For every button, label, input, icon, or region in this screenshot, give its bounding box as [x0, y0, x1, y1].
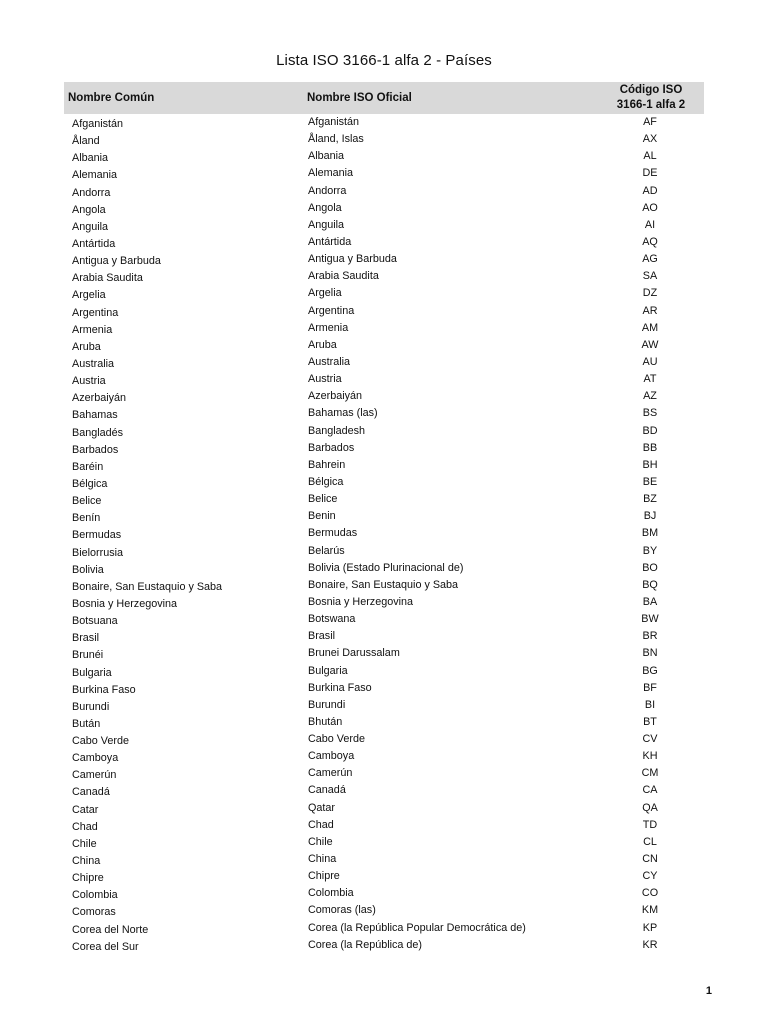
table-row — [0, 613, 768, 630]
cell-iso-code: QA — [642, 801, 658, 814]
cell-iso-code: KR — [642, 938, 658, 951]
cell-common-name: Cabo Verde — [72, 735, 130, 748]
column-header-iso-code — [586, 83, 716, 113]
cell-common-name: Arabia Saudita — [72, 272, 143, 285]
table-row — [0, 699, 768, 716]
cell-common-name: Brasil — [72, 632, 99, 645]
table-row — [0, 819, 768, 836]
table-row — [0, 904, 768, 921]
cell-common-name: Australia — [72, 357, 115, 370]
table-row — [0, 133, 768, 150]
cell-official-name: Chile — [308, 835, 333, 848]
table-row — [0, 682, 768, 699]
table-row — [0, 630, 768, 647]
cell-iso-code: AX — [642, 133, 658, 146]
cell-official-name: Argelia — [308, 287, 342, 300]
cell-iso-code: TD — [642, 818, 658, 831]
cell-iso-code: AU — [642, 355, 658, 368]
cell-common-name: Antigua y Barbuda — [72, 255, 161, 268]
cell-official-name: Burkina Faso — [308, 681, 372, 694]
cell-official-name: Bhután — [308, 715, 343, 728]
cell-iso-code: CO — [641, 887, 659, 900]
cell-common-name: Azerbaiyán — [72, 392, 127, 405]
column-header-iso-code-line2: 3166-1 alfa 2 — [616, 99, 686, 111]
table-row — [0, 270, 768, 287]
table-row — [0, 767, 768, 784]
cell-iso-code: BY — [642, 544, 658, 557]
cell-common-name: Angola — [72, 203, 106, 216]
cell-official-name: Åland, Islas — [308, 133, 364, 146]
cell-common-name: Bután — [72, 717, 101, 730]
table-row — [0, 476, 768, 493]
cell-common-name: Corea del Sur — [72, 940, 139, 953]
cell-common-name: Burkina Faso — [72, 683, 136, 696]
table-row — [0, 167, 768, 184]
table-row — [0, 116, 768, 133]
table-row — [0, 236, 768, 253]
cell-official-name: Belarús — [308, 544, 345, 557]
table-row — [0, 545, 768, 562]
cell-official-name: Austria — [308, 373, 342, 386]
cell-iso-code: SA — [642, 270, 658, 283]
cell-iso-code: BH — [642, 458, 658, 471]
cell-iso-code: BS — [642, 407, 658, 420]
cell-official-name: Bélgica — [308, 475, 344, 488]
column-header-common-name: Nombre Común — [68, 92, 155, 104]
table-row — [0, 579, 768, 596]
cell-iso-code: BD — [642, 424, 658, 437]
cell-iso-code: CM — [641, 767, 659, 780]
cell-iso-code: BQ — [642, 578, 658, 591]
cell-iso-code: AR — [642, 304, 658, 317]
cell-common-name: Catar — [72, 803, 99, 816]
cell-iso-code: AW — [641, 338, 659, 351]
table-row — [0, 562, 768, 579]
cell-common-name: Bahamas — [72, 409, 118, 422]
table-row — [0, 305, 768, 322]
table-row — [0, 887, 768, 904]
cell-common-name: Bosnia y Herzegovina — [72, 597, 178, 610]
table-row — [0, 733, 768, 750]
table-row — [0, 322, 768, 339]
cell-official-name: Bosnia y Herzegovina — [308, 595, 414, 608]
table-row — [0, 150, 768, 167]
cell-common-name: Camerún — [72, 769, 117, 782]
cell-common-name: Bangladés — [72, 426, 124, 439]
table-row — [0, 253, 768, 270]
cell-iso-code: AL — [643, 150, 657, 163]
cell-iso-code: BM — [641, 527, 659, 540]
cell-iso-code: AO — [642, 201, 658, 214]
cell-iso-code: AM — [641, 321, 659, 334]
cell-common-name: China — [72, 855, 101, 868]
cell-official-name: Australia — [308, 355, 351, 368]
cell-official-name: Barbados — [308, 441, 355, 454]
cell-common-name: Albania — [72, 152, 109, 165]
cell-iso-code: AD — [642, 184, 658, 197]
cell-official-name: Bolivia (Estado Plurinacional de) — [308, 561, 464, 574]
cell-iso-code: DZ — [642, 287, 658, 300]
cell-common-name: Comoras — [72, 906, 116, 919]
cell-official-name: Armenia — [308, 321, 349, 334]
table-row — [0, 373, 768, 390]
cell-common-name: Antártida — [72, 237, 116, 250]
cell-common-name: Armenia — [72, 323, 113, 336]
cell-iso-code: BG — [642, 664, 658, 677]
cell-common-name: Chipre — [72, 872, 104, 885]
cell-common-name: Andorra — [72, 186, 111, 199]
cell-common-name: Baréin — [72, 460, 104, 473]
table-row — [0, 510, 768, 527]
cell-common-name: Afganistán — [72, 118, 124, 130]
table-row — [0, 836, 768, 853]
table-row — [0, 493, 768, 510]
cell-iso-code: AI — [644, 218, 656, 231]
cell-common-name: Belice — [72, 495, 102, 508]
cell-official-name: Arabia Saudita — [308, 270, 379, 283]
cell-official-name: Corea (la República Popular Democrática de) — [308, 921, 526, 934]
cell-common-name: Argelia — [72, 289, 106, 302]
page-title: Lista ISO 3166-1 alfa 2 - Países — [276, 52, 492, 69]
cell-common-name: Austria — [72, 375, 106, 388]
table-row — [0, 922, 768, 939]
cell-common-name: Benín — [72, 512, 101, 525]
cell-official-name: Bulgaria — [308, 664, 348, 677]
cell-official-name: Bahamas (las) — [308, 407, 378, 420]
cell-official-name: Albania — [308, 150, 345, 163]
cell-official-name: Andorra — [308, 184, 347, 197]
cell-iso-code: CY — [642, 870, 658, 883]
cell-common-name: Burundi — [72, 700, 110, 713]
cell-common-name: Bonaire, San Eustaquio y Saba — [72, 580, 223, 593]
cell-official-name: Chad — [308, 818, 334, 831]
table-row — [0, 339, 768, 356]
cell-common-name: Alemania — [72, 169, 118, 182]
cell-official-name: Botswana — [308, 613, 356, 626]
cell-common-name: Barbados — [72, 443, 119, 456]
cell-iso-code: CA — [642, 784, 658, 797]
cell-iso-code: DE — [642, 167, 658, 180]
table-row — [0, 750, 768, 767]
cell-official-name: Antártida — [308, 235, 352, 248]
cell-official-name: Belice — [308, 493, 338, 506]
cell-iso-code: BJ — [643, 510, 657, 523]
table-row — [0, 647, 768, 664]
table-row — [0, 784, 768, 801]
cell-iso-code: BN — [642, 647, 658, 660]
cell-official-name: Afganistán — [308, 116, 360, 128]
cell-common-name: Åland — [72, 135, 100, 148]
cell-official-name: Antigua y Barbuda — [308, 253, 397, 266]
cell-official-name: Azerbaiyán — [308, 390, 363, 403]
cell-official-name: Cabo Verde — [308, 733, 366, 746]
table-row — [0, 939, 768, 956]
table-row — [0, 716, 768, 733]
cell-iso-code: BI — [644, 698, 656, 711]
cell-iso-code: CL — [643, 835, 657, 848]
cell-iso-code: BZ — [643, 493, 657, 506]
cell-official-name: Colombia — [308, 887, 354, 900]
table-row — [0, 870, 768, 887]
cell-official-name: Comoras (las) — [308, 904, 376, 917]
table-row — [0, 356, 768, 373]
cell-official-name: Bermudas — [308, 527, 358, 540]
table-row — [0, 390, 768, 407]
cell-common-name: Corea del Norte — [72, 923, 149, 936]
cell-iso-code: BF — [643, 681, 657, 694]
cell-common-name: Camboya — [72, 752, 119, 765]
cell-common-name: Bermudas — [72, 529, 122, 542]
cell-iso-code: KM — [641, 904, 659, 917]
cell-iso-code: AT — [643, 373, 657, 386]
table-row — [0, 459, 768, 476]
cell-official-name: China — [308, 853, 337, 866]
cell-official-name: Bangladesh — [308, 424, 366, 437]
cell-official-name: Bahrein — [308, 458, 346, 471]
table-row — [0, 596, 768, 613]
cell-iso-code: BE — [642, 475, 658, 488]
cell-official-name: Brasil — [308, 630, 335, 643]
cell-iso-code: AZ — [643, 390, 657, 403]
cell-iso-code: CV — [642, 733, 658, 746]
cell-official-name: Alemania — [308, 167, 354, 180]
cell-official-name: Aruba — [308, 338, 337, 351]
table-row — [0, 425, 768, 442]
cell-official-name: Brunei Darussalam — [308, 647, 400, 660]
cell-official-name: Camboya — [308, 750, 355, 763]
cell-official-name: Canadá — [308, 784, 346, 797]
table-row — [0, 442, 768, 459]
cell-common-name: Canadá — [72, 786, 110, 799]
table-row — [0, 665, 768, 682]
cell-common-name: Argentina — [72, 306, 119, 319]
cell-iso-code: KP — [642, 921, 658, 934]
cell-iso-code: BA — [642, 595, 658, 608]
cell-iso-code: BR — [642, 630, 658, 643]
cell-iso-code: AF — [643, 116, 657, 128]
cell-official-name: Anguila — [308, 218, 345, 231]
cell-common-name: Bielorrusia — [72, 546, 124, 559]
cell-common-name: Brunéi — [72, 649, 104, 662]
cell-common-name: Colombia — [72, 889, 118, 902]
cell-official-name: Camerún — [308, 767, 353, 780]
table-row — [0, 185, 768, 202]
cell-official-name: Chipre — [308, 870, 340, 883]
column-header-official-name: Nombre ISO Oficial — [307, 92, 412, 104]
cell-common-name: Anguila — [72, 220, 109, 233]
table-row — [0, 287, 768, 304]
country-table-body — [0, 116, 768, 956]
cell-common-name: Botsuana — [72, 615, 118, 628]
cell-common-name: Bulgaria — [72, 666, 112, 679]
cell-iso-code: BT — [643, 715, 657, 728]
cell-iso-code: BB — [642, 441, 658, 454]
cell-official-name: Benin — [308, 510, 336, 523]
table-row — [0, 853, 768, 870]
cell-official-name: Argentina — [308, 304, 355, 317]
cell-official-name: Qatar — [308, 801, 336, 814]
cell-common-name: Chad — [72, 820, 98, 833]
table-header — [64, 82, 704, 114]
table-row — [0, 219, 768, 236]
cell-iso-code: AQ — [642, 235, 658, 248]
cell-iso-code: CN — [642, 853, 658, 866]
cell-iso-code: BW — [641, 613, 659, 626]
cell-official-name: Angola — [308, 201, 342, 214]
page-number: 1 — [705, 985, 712, 997]
cell-common-name: Aruba — [72, 340, 101, 353]
table-row — [0, 202, 768, 219]
table-row — [0, 407, 768, 424]
table-row — [0, 802, 768, 819]
column-header-iso-code-line1: Código ISO — [619, 84, 683, 96]
cell-iso-code: BO — [642, 561, 658, 574]
cell-iso-code: AG — [642, 253, 658, 266]
table-row — [0, 527, 768, 544]
cell-iso-code: KH — [642, 750, 658, 763]
cell-official-name: Bonaire, San Eustaquio y Saba — [308, 578, 459, 591]
cell-common-name: Chile — [72, 837, 97, 850]
cell-common-name: Bolivia — [72, 563, 104, 576]
cell-official-name: Burundi — [308, 698, 346, 711]
cell-official-name: Corea (la República de) — [308, 938, 423, 951]
cell-common-name: Bélgica — [72, 477, 108, 490]
